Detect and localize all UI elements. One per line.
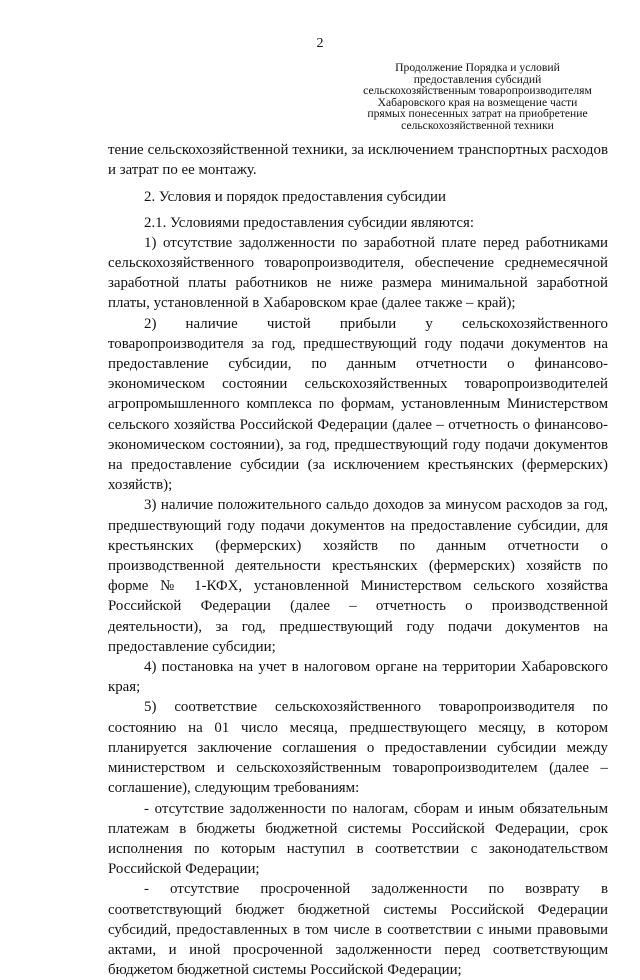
sub-list-item: - отсутствие просроченной задолженности по возврату в соответствующий бюджет бюджетной системы Российской Федерации субсидий, предоставленных в том числе в соответствии с иными правовыми актами, и иной просроченной задолженности перед соответствующим бюджетом бюджетной системы Российской Федерации; — [108, 881, 608, 979]
header-line: Хабаровского края на возмещение части — [377, 95, 578, 109]
sub-list-item: - отсутствие задолженности по налогам, сборам и иным обязательным платежам в бюджеты бюджетной системы Российской Федерации, срок исполнения по которым наступил в соответствии с законодательством Российской Федерации; — [108, 800, 608, 878]
list-item: 2) наличие чистой прибыли у сельскохозяйственного товаропроизводителя за год, предшествующий году подачи документов на предоставление субсидии, по данным отчетности о финансово-экономическом состоянии сельскохозяйственных товаропроизводителей агропромышленного комплекса по формам, установленным Министерством сельского хозяйства Российской Федерации (далее – отчетность о финансово-экономическом состоянии), за год, предшествующий году подачи документов на предоставление субсидии (за исключением крестьянских (фермерских) хозяйств); — [108, 315, 608, 494]
header-line: сельскохозяйственным товаропроизводителям — [363, 84, 592, 97]
header-line: предоставления субсидий — [413, 72, 542, 86]
paragraph: 2.1. Условиями предоставления субсидии являются: — [144, 214, 474, 231]
section-heading: 2. Условия и порядок предоставления субсидии — [144, 189, 446, 206]
header-line: сельскохозяйственной техники — [401, 118, 554, 132]
page-number: 2 — [316, 36, 324, 51]
list-item: 5) соответствие сельскохозяйственного товаропроизводителя по состоянию на 01 число месяца, предшествующего месяцу, в котором планируется заключение соглашения о предоставлении субсидии между министерством и сельскохозяйственным товаропроизводителем (далее – соглашение), следующим требованиям: — [108, 699, 608, 797]
list-item: 1) отсутствие задолженности по заработной плате перед работниками сельскохозяйственного товаропроизводителя, обеспечение среднемесячной заработной платы работников не ниже размера минимальной заработной платы, установленной в Хабаровском крае (далее также – край); — [108, 234, 608, 312]
header-line: прямых понесенных затрат на приобретение — [367, 107, 588, 120]
paragraph-continuation: тение сельскохозяйственной техники, за исключением транспортных расходов и затрат по ее монтажу. — [108, 142, 608, 179]
header-line: Продолжение Порядка и условий — [395, 61, 560, 74]
document-header — [355, 62, 600, 131]
list-item: 4) постановка на учет в налоговом органе на территории Хабаровского края; — [108, 659, 608, 696]
document-body — [108, 140, 608, 980]
list-item: 3) наличие положительного сальдо доходов за минусом расходов за год, предшествующий году подачи документов на предоставление субсидии, для крестьянских (фермерских) хозяйств по данным отчетности о производственной деятельности крестьянских (фермерских) хозяйств по форме № 1-КФХ, установленной Министерством сельского хозяйства Российской Федерации (далее – отчетность о производственной деятельности), за год, предшествующий году подачи документов на предоставление субсидии; — [108, 497, 608, 655]
